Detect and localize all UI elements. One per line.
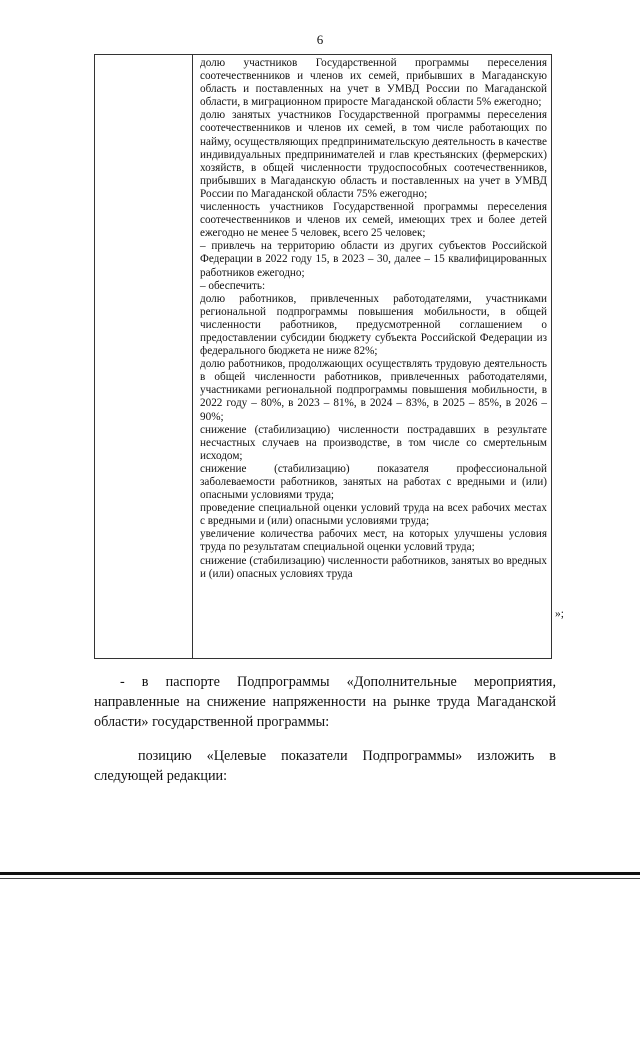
table-item: снижение (стабилизацию) численности пострадавших в результате несчастных случаев на производстве, в том числе со смертельным исходом; (200, 423, 547, 462)
table-value-cell (200, 57, 547, 581)
table-item: увеличение количества рабочих мест, на которых улучшены условия труда по результатам специальной оценки условий труда; (200, 528, 547, 554)
table-column-divider (192, 55, 193, 658)
table-item: снижение (стабилизацию) показателя профессиональной заболеваемости работников, занятых на работах с вредными и (или) опасными условиями труда; (200, 462, 547, 502)
page-number: 6 (316, 32, 324, 47)
table-item: долю работников, продолжающих осуществлять трудовую деятельность в общей численности работников, привлеченных работодателями, участниками региональной подпрограммы повышения мобильности, в 2022 году – 80%, в 2023 – 81%, в 2024 – 83%, в 2025 – 85%, в 2026 – 90%; (200, 358, 547, 423)
table-item: долю участников Государственной программы переселения соотечественников и членов их семей, прибывших в Магаданскую область и поставленных на учет в УМВД России по Магаданской области, в миграционном приросте Магаданской области 5% ежегодно; (200, 57, 547, 109)
indicators-table (94, 54, 552, 659)
table-item: – привлечь на территорию области из других субъектов Российской Федерации в 2022 году 15, в 2023 – 30, далее – 15 квалифицированных работников ежегодно; (200, 240, 547, 279)
table-item: снижение (стабилизацию) численности работников, занятых во вредных и (или) опасных условиях труда (200, 554, 547, 580)
table-item: долю работников, привлеченных работодателями, участниками региональной подпрограммы повышения мобильности, в общей численности работников, предусмотренной соглашением о предоставлении субсидии бюджету субъекта Российской Федерации из федерального бюджета не ниже 82%; (200, 292, 547, 358)
page-bottom-rule (0, 872, 640, 875)
table-item: проведение специальной оценки условий труда на всех рабочих местах с вредными и (или) опасными условиями труда; (200, 502, 547, 528)
table-item: численность участников Государственной программы переселения соотечественников и членов их семей, имеющих трех и более детей ежегодно не менее 5 человек, всего 25 человек; (200, 201, 547, 240)
table-closing-mark: »; (555, 608, 564, 620)
table-item: – обеспечить: (200, 279, 266, 292)
table-item: долю занятых участников Государственной программы переселения соотечественников и членов их семей, в том числе работающих по найму, осуществляющих предпринимательскую деятельность в качестве индивидуальных предпринимателей и глав крестьянских (фермерских) хозяйств, в общей численности трудоспособных соотечественников, прибывших в Магаданскую область и поставленных на учет в УМВД России по Магаданской области 75% ежегодно; (200, 109, 547, 200)
body-paragraph: - в паспорте Подпрограммы «Дополнительные мероприятия, направленные на снижение напряженности на рынке труда Магаданской области» государственной программы: (94, 674, 556, 730)
page-bottom-rule-thin (0, 878, 640, 879)
body-paragraph: позицию «Целевые показатели Подпрограммы» изложить в следующей редакции: (94, 748, 556, 784)
